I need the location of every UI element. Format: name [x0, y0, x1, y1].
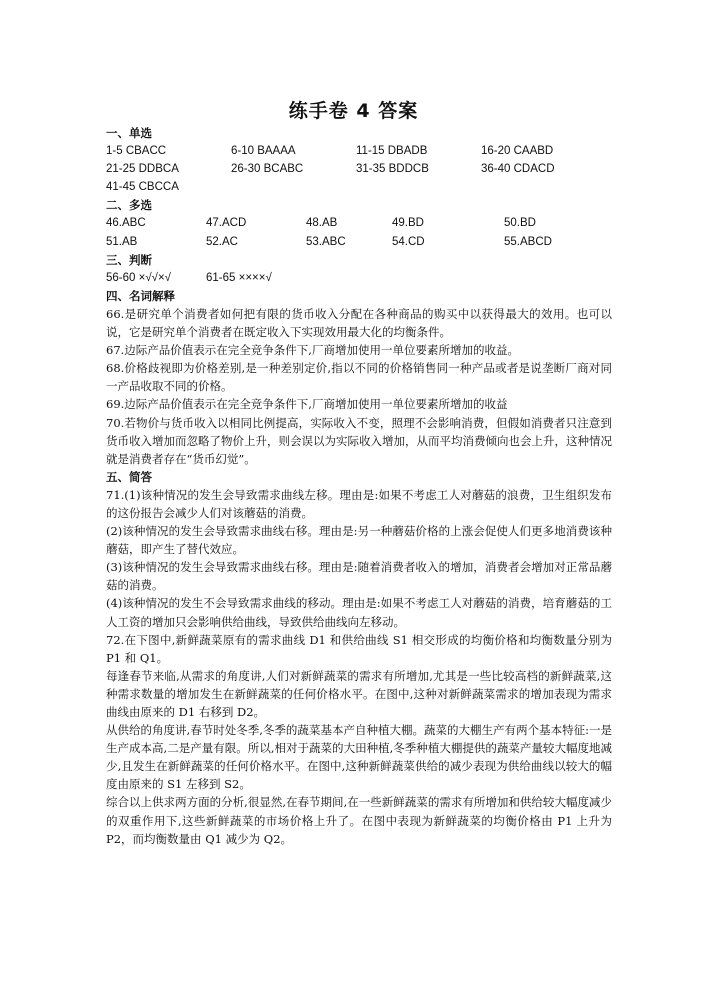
answer-paragraph: (4)该种情况的发生不会导致需求曲线的移动。理由是:如果不考虑工人对蘑菇的消费，培育蘑菇的工人工资的增加只会影响供给曲线，导致供给曲线向左移动。 [106, 596, 612, 629]
answer-paragraph: 综合以上供求两方面的分析,很显然,在春节期间,在一些新鲜蔬菜的需求有所增加和供给较大幅度减少的双重作用下,这些新鲜蔬菜的市场价格上升了。在图中表现为新鲜蔬菜的均衡价格由 P1 上升为 P2，而均衡数量由 Q1 减少为 Q2。 [106, 795, 612, 846]
section-heading-term-definitions: 四、名词解释 [106, 288, 175, 303]
answer-row [106, 160, 612, 178]
section-heading-short-answer: 五、简答 [106, 469, 152, 484]
answer-cell: 53.ABC [306, 235, 346, 248]
answer-cell: 31-35 BDDCB [356, 163, 429, 176]
answer-cell: 1-5 CBACC [106, 145, 167, 158]
answer-row [106, 178, 612, 196]
answer-cell: 6-10 BAAAA [231, 145, 296, 158]
answer-cell: 48.AB [306, 217, 338, 230]
answer-cell: 54.CD [392, 235, 425, 248]
answer-paragraph: 每逢春节来临,从需求的角度讲,人们对新鲜蔬菜的需求有所增加,尤其是一些比较高档的新鲜蔬菜,这种需求数量的增加发生在新鲜蔬菜的任何价格水平。在图中,这种对新鲜蔬菜需求的增加表现为需求曲线由原来的 D1 右移到 D2。 [106, 668, 612, 719]
section-heading-single-choice: 一、单选 [106, 126, 152, 140]
answer-row [106, 269, 612, 287]
answer-row [106, 214, 612, 232]
answer-paragraph: 70.若物价与货币收入以相同比例提高，实际收入不变，照理不会影响消费，但假如消费者只注意到货币收入增加而忽略了物价上升，则会误以为实际收入增加，从而平均消费倾向也会上升，这种情况就是消费者存在“货币幻觉”。 [106, 415, 612, 466]
answer-cell: 16-20 CAABD [481, 145, 554, 158]
answer-cell: 36-40 CDACD [481, 163, 555, 176]
answer-cell: 21-25 DDBCA [106, 163, 179, 176]
answer-paragraph: (3)该种情况的发生会导致需求曲线右移。理由是:随着消费者收入的增加，消费者会增加对正常品蘑菇的消费。 [106, 560, 612, 593]
answer-cell: 51.AB [106, 235, 138, 248]
answer-paragraph: 71.(1)该种情况的发生会导致需求曲线左移。理由是:如果不考虑工人对蘑菇的浪费，卫生组织发布的这份报告会减少人们对该蘑菇的消费。 [106, 487, 612, 520]
term-definitions [106, 305, 612, 468]
answer-paragraph: (2)该种情况的发生会导致需求曲线右移。理由是:另一种蘑菇价格的上涨会促使人们更多地消费该种蘑菇，即产生了替代效应。 [106, 524, 612, 557]
answer-cell: 46.ABC [106, 217, 146, 230]
answer-cell: 55.ABCD [504, 235, 552, 248]
answer-cell: 52.AC [206, 235, 238, 248]
answer-row [106, 233, 612, 251]
answer-cell: 11-15 DBADB [356, 145, 428, 158]
answer-content [106, 124, 612, 848]
answer-paragraph: 72.在下图中,新鲜蔬菜原有的需求曲线 D1 和供给曲线 S1 相交形成的均衡价格和均衡数量分别为 P1 和 Q1。 [106, 632, 612, 665]
section-heading-true-false: 三、判断 [106, 252, 152, 267]
answer-cell: 49.BD [392, 217, 424, 230]
answer-cell: 61-65 ××××√ [206, 271, 272, 284]
section-heading-multiple-choice: 二、多选 [106, 198, 152, 213]
answer-paragraph: 从供给的角度讲,春节时处冬季,冬季的蔬菜基本产自种植大棚。蔬菜的大棚生产有两个基本特征:一是生产成本高,二是产量有限。所以,相对于蔬菜的大田种植,冬季种植大棚提供的蔬菜产量较大幅度地减少,且发生在新鲜蔬菜的任何价格水平。在图中,这种新鲜蔬菜供给的减少表现为供给曲线以较大的幅度由原来的 S1 左移到 S2。 [106, 723, 612, 792]
answer-paragraph: 67.边际产品价值表示在完全竞争条件下,厂商增加使用一单位要素所增加的收益。 [106, 343, 519, 358]
page-title: 练手卷 4 答案 [288, 100, 419, 122]
answer-row [106, 142, 612, 160]
answer-paragraph: 68.价格歧视即为价格差别,是一种差别定价,指以不同的价格销售同一种产品或者是说垄断厂商对同一产品收取不同的价格。 [106, 361, 612, 394]
answer-paragraph: 66.是研究单个消费者如何把有限的货币收入分配在各种商品的购买中以获得最大的效用。也可以说，它是研究单个消费者在既定收入下实现效用最大化的均衡条件。 [106, 306, 612, 340]
short-answers [106, 486, 612, 848]
answer-paragraph: 69.边际产品价值表示在完全竞争条件下,厂商增加使用一单位要素所增加的收益 [106, 397, 508, 412]
answer-cell: 41-45 CBCCA [106, 181, 179, 194]
answer-cell: 47.ACD [206, 217, 247, 230]
answer-cell: 56-60 ×√√×√ [106, 271, 171, 284]
answer-cell: 50.BD [504, 217, 536, 230]
answer-cell: 26-30 BCABC [231, 163, 304, 176]
